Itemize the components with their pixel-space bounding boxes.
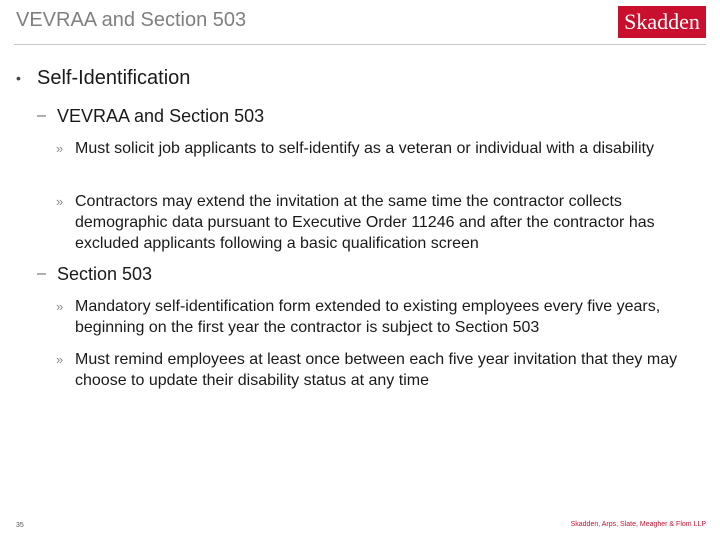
bullet-text: Mandatory self-identification form extended to existing employees every five years, beginning on the first year the contractor is subject to Section 503: [75, 298, 661, 336]
section-label: VEVRAA and Section 503: [57, 106, 265, 126]
skadden-logo: Skadden: [618, 6, 706, 38]
section-label: Section 503: [57, 264, 153, 284]
bullet-text: Must solicit job applicants to self-identify as a veteran or individual with a disability: [75, 140, 654, 157]
bullet-text: Contractors may extend the invitation at the same time the contractor collects demographic data pursuant to Executive Order 11246 and after the contractor has excluded applicants following a basic qualification screen: [75, 193, 655, 252]
slide-title: VEVRAA and Section 503: [16, 9, 247, 31]
footer-firm-name: Skadden, Arps, Slate, Meagher & Flom LLP: [570, 521, 706, 528]
dash-marker: –: [37, 265, 46, 282]
chevron-marker: »: [56, 352, 64, 367]
chevron-marker: »: [56, 194, 64, 209]
title-divider: [14, 44, 706, 45]
chevron-marker: »: [56, 299, 64, 314]
page-number: 35: [16, 522, 24, 529]
chevron-marker: »: [56, 141, 64, 156]
dash-marker: –: [37, 107, 46, 124]
bullet-heading: Self-Identification: [37, 67, 191, 89]
bullet-marker: •: [16, 70, 21, 86]
bullet-text: Must remind employees at least once between each five year invitation that they may choose to update their disability status at any time: [75, 351, 678, 389]
